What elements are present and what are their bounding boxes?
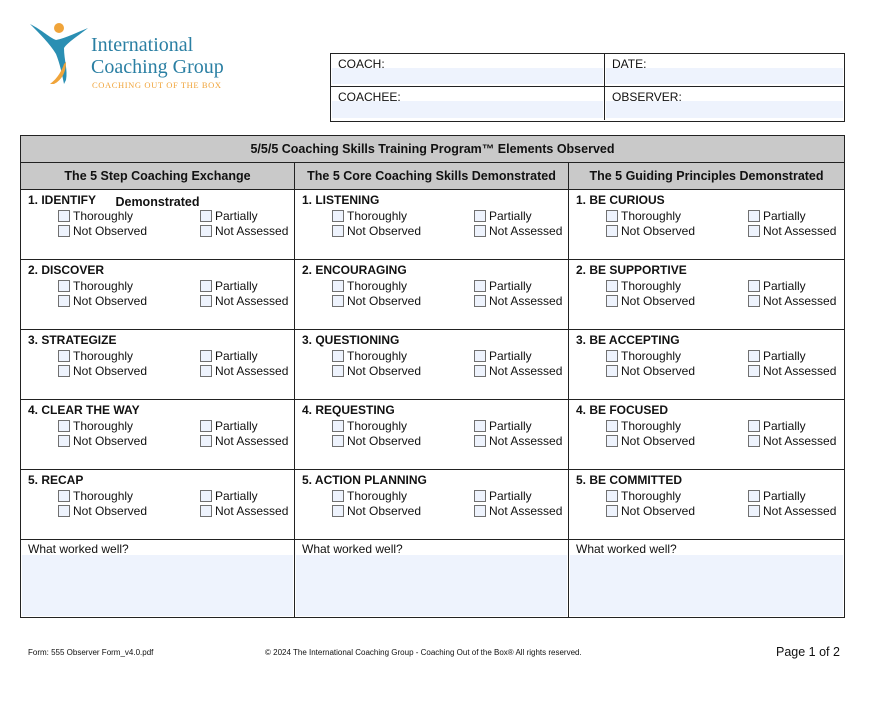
element-title: 4. BE FOCUSED — [576, 403, 669, 417]
table-title: 5/5/5 Coaching Skills Training Program™ Elements Observed — [21, 136, 844, 163]
option-label: Thoroughly — [347, 279, 408, 293]
what-worked-well-field[interactable] — [295, 540, 569, 617]
logo-figure-icon — [28, 18, 90, 90]
option-not-assessed[interactable] — [748, 434, 836, 448]
option-label: Not Assessed — [215, 434, 289, 448]
option-not-observed[interactable] — [606, 224, 695, 238]
checkbox-icon[interactable] — [332, 365, 344, 377]
option-label: Not Observed — [73, 504, 148, 518]
footer-copyright: © 2024 The International Coaching Group - Coaching Out of the Box® All rights reserved. — [265, 648, 582, 657]
element-title: 3. BE ACCEPTING — [576, 333, 680, 347]
what-worked-well-input[interactable] — [296, 555, 567, 616]
option-label: Not Observed — [621, 434, 696, 448]
option-label: Not Observed — [73, 294, 148, 308]
option-not-observed[interactable] — [58, 294, 147, 308]
option-not-observed[interactable] — [332, 364, 421, 378]
checkbox-icon[interactable] — [332, 225, 344, 237]
option-label: Not Assessed — [215, 504, 289, 518]
column-header: The 5 Step Coaching Exchange Demonstrated — [21, 163, 295, 190]
option-label: Not Assessed — [763, 434, 837, 448]
checkbox-icon[interactable] — [332, 295, 344, 307]
element-title: 1. BE CURIOUS — [576, 193, 665, 207]
option-not-observed[interactable] — [332, 504, 421, 518]
option-not-observed[interactable] — [606, 364, 695, 378]
option-not-assessed[interactable] — [474, 504, 562, 518]
elements-observed-table — [20, 135, 845, 618]
option-label: Not Observed — [621, 364, 696, 378]
option-label: Not Assessed — [489, 294, 563, 308]
element-cell — [295, 330, 569, 400]
logo-tagline: COACHING OUT OF THE BOX — [92, 80, 222, 90]
option-label: Partially — [763, 279, 806, 293]
option-thoroughly[interactable] — [58, 489, 133, 503]
element-title: 5. BE COMMITTED — [576, 473, 683, 487]
column-header: The 5 Core Coaching Skills Demonstrated — [295, 163, 569, 190]
option-thoroughly[interactable] — [58, 349, 133, 363]
option-label: Thoroughly — [347, 209, 408, 223]
checkbox-icon[interactable] — [474, 280, 486, 292]
element-cell — [569, 470, 844, 540]
session-info-table — [330, 53, 845, 122]
element-cell — [569, 330, 844, 400]
checkbox-icon[interactable] — [332, 210, 344, 222]
option-label: Thoroughly — [347, 419, 408, 433]
checkbox-icon[interactable] — [200, 210, 212, 222]
option-thoroughly[interactable] — [606, 489, 681, 503]
what-worked-well-label: What worked well? — [302, 542, 403, 556]
checkbox-icon[interactable] — [58, 435, 70, 447]
option-label: Partially — [215, 209, 258, 223]
option-label: Thoroughly — [73, 489, 134, 503]
option-partially[interactable] — [474, 279, 532, 293]
checkbox-icon[interactable] — [748, 490, 760, 502]
checkbox-icon[interactable] — [58, 350, 70, 362]
element-cell — [295, 190, 569, 260]
option-partially[interactable] — [474, 209, 532, 223]
option-label: Not Assessed — [763, 364, 837, 378]
logo-line-2: Coaching Group — [91, 56, 224, 78]
checkbox-icon[interactable] — [606, 435, 618, 447]
option-not-assessed[interactable] — [474, 224, 562, 238]
option-label: Thoroughly — [73, 279, 134, 293]
element-title: 2. BE SUPPORTIVE — [576, 263, 687, 277]
option-thoroughly[interactable] — [332, 489, 407, 503]
option-not-assessed[interactable] — [748, 364, 836, 378]
option-label: Partially — [215, 279, 258, 293]
checkbox-icon[interactable] — [58, 225, 70, 237]
checkbox-icon[interactable] — [58, 210, 70, 222]
option-label: Thoroughly — [621, 279, 682, 293]
element-cell — [569, 260, 844, 330]
checkbox-icon[interactable] — [332, 435, 344, 447]
checkbox-icon[interactable] — [474, 210, 486, 222]
what-worked-well-field[interactable] — [21, 540, 295, 617]
element-cell — [21, 400, 295, 470]
element-title: 2. ENCOURAGING — [302, 263, 407, 277]
option-not-observed[interactable] — [332, 434, 421, 448]
element-title: 3. STRATEGIZE — [28, 333, 117, 347]
option-label: Partially — [489, 209, 532, 223]
element-cell — [295, 470, 569, 540]
option-not-assessed[interactable] — [200, 224, 288, 238]
checkbox-icon[interactable] — [332, 420, 344, 432]
option-label: Thoroughly — [621, 349, 682, 363]
coachee-label: COACHEE: — [338, 90, 401, 104]
option-label: Thoroughly — [73, 419, 134, 433]
checkbox-icon[interactable] — [748, 210, 760, 222]
option-label: Partially — [763, 419, 806, 433]
option-label: Thoroughly — [621, 489, 682, 503]
what-worked-well-label: What worked well? — [28, 542, 129, 556]
checkbox-icon[interactable] — [606, 210, 618, 222]
checkbox-icon[interactable] — [200, 280, 212, 292]
option-not-observed[interactable] — [58, 224, 147, 238]
checkbox-icon[interactable] — [474, 490, 486, 502]
option-thoroughly[interactable] — [332, 419, 407, 433]
checkbox-icon[interactable] — [748, 350, 760, 362]
option-not-assessed[interactable] — [474, 364, 562, 378]
option-label: Not Observed — [73, 224, 148, 238]
what-worked-well-field[interactable] — [569, 540, 844, 617]
option-thoroughly[interactable] — [606, 349, 681, 363]
option-label: Thoroughly — [73, 209, 134, 223]
checkbox-icon[interactable] — [606, 295, 618, 307]
checkbox-icon[interactable] — [58, 505, 70, 517]
element-title: 1. IDENTIFY — [28, 193, 97, 207]
option-label: Partially — [489, 419, 532, 433]
element-title: 1. LISTENING — [302, 193, 380, 207]
option-partially[interactable] — [474, 349, 532, 363]
what-worked-well-label: What worked well? — [576, 542, 677, 556]
option-label: Not Assessed — [215, 224, 289, 238]
option-label: Not Observed — [621, 294, 696, 308]
coachee-field[interactable] — [331, 87, 605, 120]
checkbox-icon[interactable] — [606, 350, 618, 362]
option-partially[interactable] — [748, 349, 806, 363]
option-not-assessed[interactable] — [748, 294, 836, 308]
element-cell — [295, 260, 569, 330]
option-not-observed[interactable] — [58, 434, 147, 448]
option-label: Not Observed — [347, 504, 422, 518]
checkbox-icon[interactable] — [474, 435, 486, 447]
option-thoroughly[interactable] — [58, 279, 133, 293]
option-label: Partially — [215, 419, 258, 433]
element-cell — [295, 400, 569, 470]
checkbox-icon[interactable] — [58, 490, 70, 502]
checkbox-icon[interactable] — [58, 420, 70, 432]
option-thoroughly[interactable] — [606, 419, 681, 433]
option-label: Partially — [215, 349, 258, 363]
checkbox-icon[interactable] — [748, 420, 760, 432]
checkbox-icon[interactable] — [606, 280, 618, 292]
element-cell — [21, 260, 295, 330]
option-label: Not Assessed — [215, 364, 289, 378]
checkbox-icon[interactable] — [200, 420, 212, 432]
element-title: 5. RECAP — [28, 473, 84, 487]
option-label: Not Assessed — [763, 224, 837, 238]
option-label: Not Assessed — [763, 504, 837, 518]
option-label: Not Observed — [347, 294, 422, 308]
checkbox-icon[interactable] — [606, 490, 618, 502]
option-label: Thoroughly — [621, 209, 682, 223]
element-cell — [21, 470, 295, 540]
option-partially[interactable] — [748, 279, 806, 293]
checkbox-icon[interactable] — [748, 280, 760, 292]
company-logo — [28, 18, 258, 98]
option-not-assessed[interactable] — [474, 294, 562, 308]
option-label: Not Observed — [73, 434, 148, 448]
option-label: Not Assessed — [763, 294, 837, 308]
option-not-observed[interactable] — [332, 224, 421, 238]
checkbox-icon[interactable] — [200, 435, 212, 447]
checkbox-icon[interactable] — [474, 505, 486, 517]
option-partially[interactable] — [474, 489, 532, 503]
option-not-observed[interactable] — [606, 504, 695, 518]
option-thoroughly[interactable] — [332, 349, 407, 363]
element-cell — [21, 190, 295, 260]
checkbox-icon[interactable] — [748, 365, 760, 377]
option-thoroughly[interactable] — [606, 209, 681, 223]
checkbox-icon[interactable] — [200, 350, 212, 362]
checkbox-icon[interactable] — [606, 505, 618, 517]
logo-line-1: International — [91, 34, 194, 56]
checkbox-icon[interactable] — [474, 295, 486, 307]
checkbox-icon[interactable] — [474, 365, 486, 377]
checkbox-icon[interactable] — [200, 225, 212, 237]
checkbox-icon[interactable] — [332, 490, 344, 502]
date-field[interactable] — [605, 54, 844, 87]
option-partially[interactable] — [200, 349, 258, 363]
checkbox-icon[interactable] — [200, 365, 212, 377]
option-label: Partially — [489, 489, 532, 503]
option-not-observed[interactable] — [606, 434, 695, 448]
option-partially[interactable] — [748, 419, 806, 433]
option-label: Not Assessed — [489, 224, 563, 238]
option-label: Not Assessed — [489, 434, 563, 448]
table-columns — [21, 163, 844, 617]
option-label: Partially — [215, 489, 258, 503]
option-label: Thoroughly — [347, 349, 408, 363]
observer-field[interactable] — [605, 87, 844, 120]
checkbox-icon[interactable] — [474, 225, 486, 237]
checkbox-icon[interactable] — [606, 420, 618, 432]
date-label: DATE: — [612, 57, 647, 71]
element-title: 3. QUESTIONING — [302, 333, 400, 347]
checkbox-icon[interactable] — [58, 280, 70, 292]
option-thoroughly[interactable] — [332, 279, 407, 293]
option-partially[interactable] — [474, 419, 532, 433]
checkbox-icon[interactable] — [748, 505, 760, 517]
element-title: 4. REQUESTING — [302, 403, 395, 417]
option-partially[interactable] — [200, 279, 258, 293]
option-label: Not Observed — [73, 364, 148, 378]
option-label: Not Assessed — [489, 504, 563, 518]
coach-field[interactable] — [331, 54, 605, 87]
element-cell — [569, 190, 844, 260]
option-partially[interactable] — [748, 209, 806, 223]
checkbox-icon[interactable] — [748, 295, 760, 307]
option-not-assessed[interactable] — [200, 504, 288, 518]
what-worked-well-input[interactable] — [22, 555, 293, 616]
checkbox-icon[interactable] — [748, 435, 760, 447]
checkbox-icon[interactable] — [606, 365, 618, 377]
option-label: Partially — [763, 489, 806, 503]
element-title: 4. CLEAR THE WAY — [28, 403, 140, 417]
option-label: Not Observed — [347, 434, 422, 448]
option-not-observed[interactable] — [58, 364, 147, 378]
checkbox-icon[interactable] — [200, 505, 212, 517]
observer-label: OBSERVER: — [612, 90, 682, 104]
option-thoroughly[interactable] — [58, 419, 133, 433]
checkbox-icon[interactable] — [332, 350, 344, 362]
option-not-observed[interactable] — [606, 294, 695, 308]
option-label: Not Assessed — [215, 294, 289, 308]
option-not-assessed[interactable] — [748, 504, 836, 518]
checkbox-icon[interactable] — [58, 365, 70, 377]
footer-form-name: Form: 555 Observer Form_v4.0.pdf — [28, 648, 154, 657]
option-label: Not Observed — [621, 224, 696, 238]
option-label: Thoroughly — [621, 419, 682, 433]
option-label: Thoroughly — [347, 489, 408, 503]
checkbox-icon[interactable] — [606, 225, 618, 237]
option-partially[interactable] — [200, 209, 258, 223]
option-label: Partially — [489, 279, 532, 293]
option-not-assessed[interactable] — [200, 364, 288, 378]
option-label: Thoroughly — [73, 349, 134, 363]
checkbox-icon[interactable] — [58, 295, 70, 307]
option-label: Not Observed — [347, 364, 422, 378]
option-label: Not Observed — [621, 504, 696, 518]
checkbox-icon[interactable] — [200, 295, 212, 307]
option-not-assessed[interactable] — [200, 434, 288, 448]
option-not-assessed[interactable] — [200, 294, 288, 308]
coach-label: COACH: — [338, 57, 385, 71]
option-thoroughly[interactable] — [58, 209, 133, 223]
checkbox-icon[interactable] — [332, 505, 344, 517]
option-label: Not Assessed — [489, 364, 563, 378]
element-cell — [21, 330, 295, 400]
option-partially[interactable] — [748, 489, 806, 503]
element-title: 5. ACTION PLANNING — [302, 473, 427, 487]
checkbox-icon[interactable] — [748, 225, 760, 237]
option-label: Partially — [763, 209, 806, 223]
what-worked-well-input[interactable] — [570, 555, 843, 616]
page-number: Page 1 of 2 — [776, 645, 840, 659]
option-label: Not Observed — [347, 224, 422, 238]
column-header: The 5 Guiding Principles Demonstrated — [569, 163, 844, 190]
checkbox-icon[interactable] — [332, 280, 344, 292]
option-not-assessed[interactable] — [474, 434, 562, 448]
option-thoroughly[interactable] — [606, 279, 681, 293]
element-cell — [569, 400, 844, 470]
checkbox-icon[interactable] — [474, 350, 486, 362]
option-not-observed[interactable] — [332, 294, 421, 308]
option-thoroughly[interactable] — [332, 209, 407, 223]
option-not-assessed[interactable] — [748, 224, 836, 238]
option-label: Partially — [763, 349, 806, 363]
checkbox-icon[interactable] — [200, 490, 212, 502]
element-title: 2. DISCOVER — [28, 263, 105, 277]
option-partially[interactable] — [200, 489, 258, 503]
option-not-observed[interactable] — [58, 504, 147, 518]
checkbox-icon[interactable] — [474, 420, 486, 432]
option-partially[interactable] — [200, 419, 258, 433]
option-label: Partially — [489, 349, 532, 363]
